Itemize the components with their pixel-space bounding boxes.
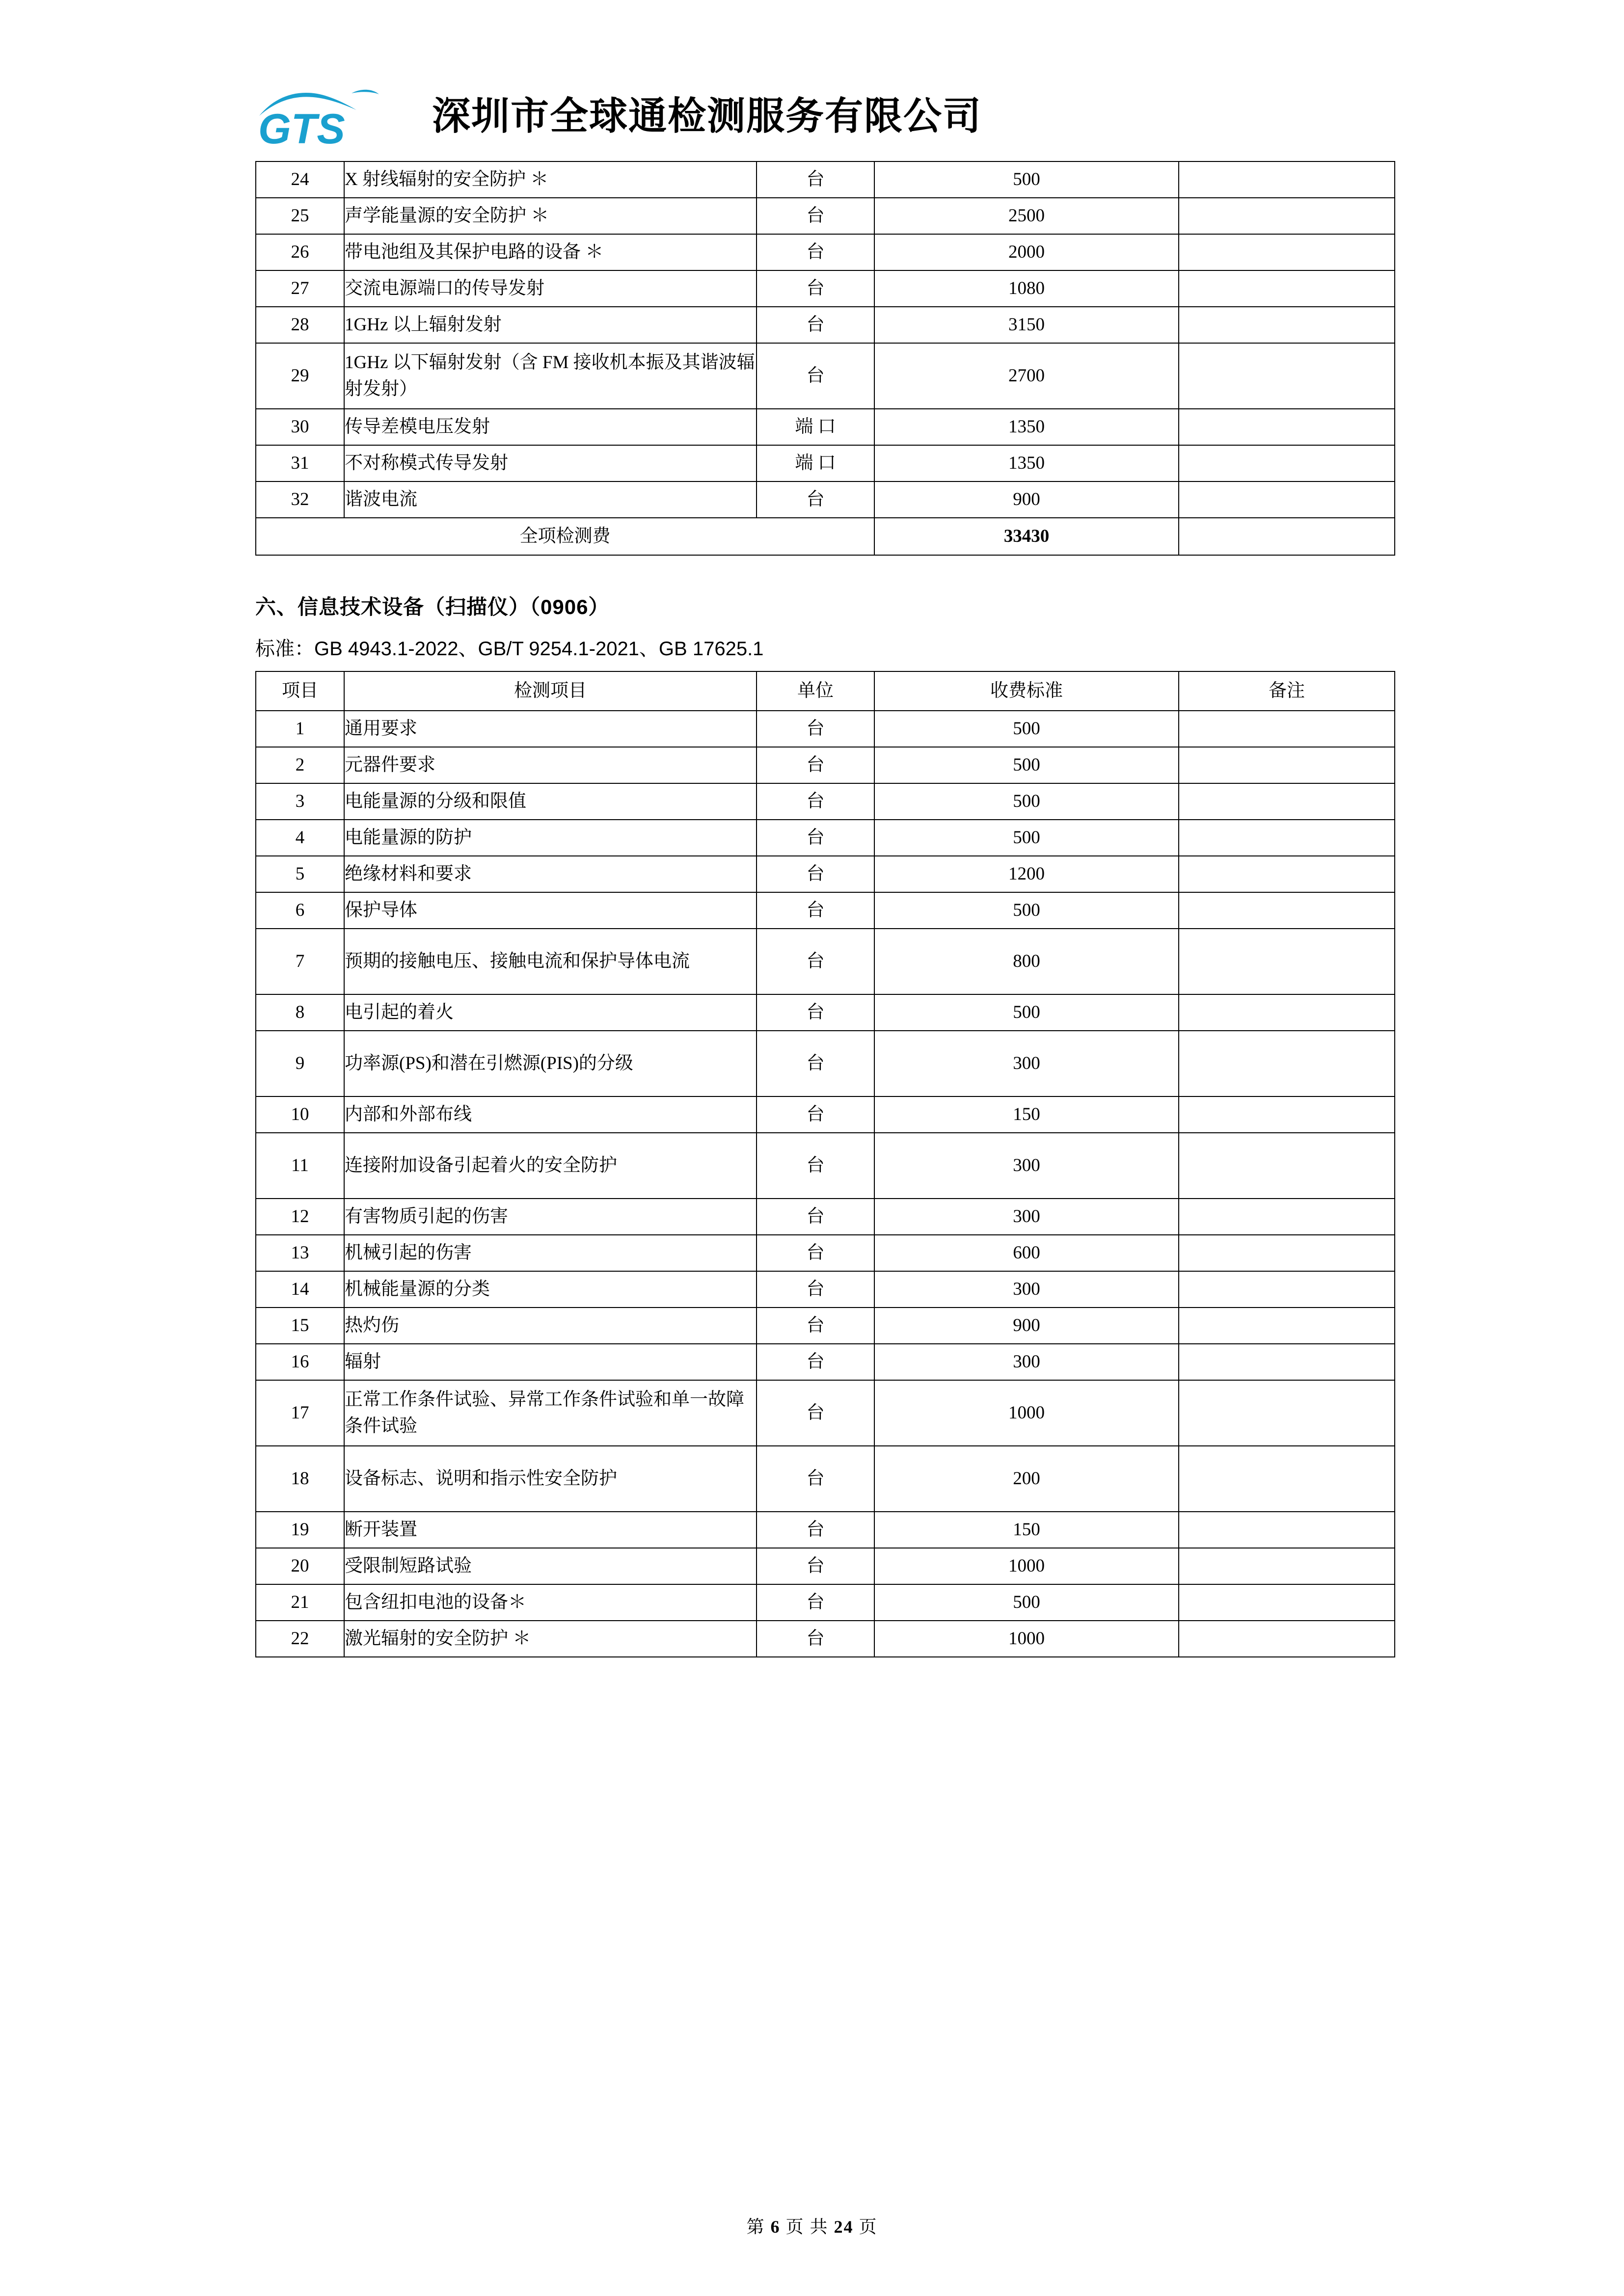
table-row (256, 161, 1395, 198)
cell-no: 6 (256, 892, 344, 929)
table-row (256, 481, 1395, 518)
cell-fee: 500 (874, 711, 1179, 747)
cell-fee: 300 (874, 1133, 1179, 1199)
cell-no: 20 (256, 1548, 344, 1584)
footer-page-number: 6 (770, 2217, 781, 2237)
table-row (256, 409, 1395, 445)
cell-remark (1179, 856, 1395, 892)
cell-unit: 台 (757, 1621, 874, 1657)
cell-fee: 500 (874, 994, 1179, 1031)
cell-no: 5 (256, 856, 344, 892)
cell-no: 21 (256, 1584, 344, 1621)
cell-unit: 台 (757, 343, 874, 409)
cell-remark (1179, 929, 1395, 994)
cell-item: 绝缘材料和要求 (344, 856, 757, 892)
table-row (256, 1446, 1395, 1512)
table-row (256, 994, 1395, 1031)
cell-item: 机械能量源的分类 (344, 1271, 757, 1308)
table-total-row (256, 518, 1395, 555)
cell-remark (1179, 1308, 1395, 1344)
cell-unit: 台 (757, 161, 874, 198)
cell-unit: 台 (757, 481, 874, 518)
cell-no: 19 (256, 1512, 344, 1548)
cell-no: 27 (256, 270, 344, 307)
cell-item: 连接附加设备引起着火的安全防护 (344, 1133, 757, 1199)
cell-unit: 台 (757, 1235, 874, 1271)
cell-no: 1 (256, 711, 344, 747)
cell-remark (1179, 481, 1395, 518)
cell-item: 1GHz 以上辐射发射 (344, 307, 757, 343)
table-row (256, 1380, 1395, 1446)
table-row (256, 1512, 1395, 1548)
cell-fee: 500 (874, 820, 1179, 856)
cell-item: 带电池组及其保护电路的设备 ＊ (344, 234, 757, 270)
table-row (256, 307, 1395, 343)
cell-item: 电能量源的防护 (344, 820, 757, 856)
header-remark: 备注 (1179, 671, 1395, 711)
cell-unit: 台 (757, 1512, 874, 1548)
gts-logo-icon (255, 74, 403, 152)
table-row (256, 343, 1395, 409)
cell-no: 16 (256, 1344, 344, 1380)
cell-unit: 台 (757, 234, 874, 270)
cell-remark (1179, 1096, 1395, 1133)
header-no: 项目 (256, 671, 344, 711)
cell-no: 30 (256, 409, 344, 445)
cell-remark (1179, 1584, 1395, 1621)
cell-no: 18 (256, 1446, 344, 1512)
cell-unit: 台 (757, 1548, 874, 1584)
cell-remark (1179, 1133, 1395, 1199)
cell-item: X 射线辐射的安全防护 ＊ (344, 161, 757, 198)
table-row (256, 1235, 1395, 1271)
table-row (256, 198, 1395, 234)
cell-remark (1179, 198, 1395, 234)
cell-fee: 600 (874, 1235, 1179, 1271)
cell-fee: 500 (874, 161, 1179, 198)
cell-remark (1179, 1344, 1395, 1380)
footer-suffix: 页 (859, 2217, 878, 2237)
cell-unit: 台 (757, 856, 874, 892)
cell-unit: 台 (757, 1380, 874, 1446)
cell-no: 10 (256, 1096, 344, 1133)
cell-remark (1179, 1031, 1395, 1096)
cell-no: 13 (256, 1235, 344, 1271)
cell-unit: 台 (757, 307, 874, 343)
cell-no: 22 (256, 1621, 344, 1657)
cell-no: 29 (256, 343, 344, 409)
table-row (256, 856, 1395, 892)
cell-remark (1179, 1380, 1395, 1446)
cell-fee: 800 (874, 929, 1179, 994)
cell-fee: 2500 (874, 198, 1179, 234)
cell-no: 31 (256, 445, 344, 481)
cell-item: 机械引起的伤害 (344, 1235, 757, 1271)
cell-unit: 端 口 (757, 445, 874, 481)
header-fee: 收费标准 (874, 671, 1179, 711)
footer-prefix: 第 (746, 2217, 765, 2237)
cell-remark (1179, 1621, 1395, 1657)
cell-unit: 台 (757, 711, 874, 747)
cell-no: 3 (256, 783, 344, 820)
cell-fee: 2000 (874, 234, 1179, 270)
cell-fee: 1350 (874, 445, 1179, 481)
cell-remark (1179, 1512, 1395, 1548)
cell-item: 声学能量源的安全防护 ＊ (344, 198, 757, 234)
cell-no: 9 (256, 1031, 344, 1096)
table-main-body (256, 711, 1395, 1657)
cell-item: 断开装置 (344, 1512, 757, 1548)
cell-item: 辐射 (344, 1344, 757, 1380)
cell-item: 交流电源端口的传导发射 (344, 270, 757, 307)
cell-remark (1179, 1446, 1395, 1512)
cell-remark (1179, 747, 1395, 783)
cell-remark (1179, 234, 1395, 270)
total-label: 全项检测费 (256, 518, 874, 555)
cell-unit: 台 (757, 929, 874, 994)
cell-item: 预期的接触电压、接触电流和保护导体电流 (344, 929, 757, 994)
table-row (256, 1199, 1395, 1235)
cell-fee: 300 (874, 1344, 1179, 1380)
cell-remark (1179, 820, 1395, 856)
cell-remark (1179, 307, 1395, 343)
cell-remark (1179, 409, 1395, 445)
table-row (256, 747, 1395, 783)
cell-remark (1179, 270, 1395, 307)
cell-item: 功率源(PS)和潜在引燃源(PIS)的分级 (344, 1031, 757, 1096)
table-header-row (256, 671, 1395, 711)
cell-no: 32 (256, 481, 344, 518)
cell-no: 7 (256, 929, 344, 994)
cell-unit: 台 (757, 1308, 874, 1344)
svg-text:GTS: GTS (258, 106, 345, 152)
table-row (256, 1096, 1395, 1133)
cell-remark (1179, 518, 1395, 555)
cell-unit: 台 (757, 198, 874, 234)
cell-remark (1179, 892, 1395, 929)
cell-item: 电能量源的分级和限值 (344, 783, 757, 820)
cell-remark (1179, 1235, 1395, 1271)
header-item: 检测项目 (344, 671, 757, 711)
cell-fee: 300 (874, 1199, 1179, 1235)
table-row (256, 929, 1395, 994)
cell-remark (1179, 1548, 1395, 1584)
table-row (256, 1548, 1395, 1584)
fee-table-continued (255, 161, 1395, 556)
cell-item: 包含纽扣电池的设备＊ (344, 1584, 757, 1621)
cell-item: 受限制短路试验 (344, 1548, 757, 1584)
cell-fee: 500 (874, 892, 1179, 929)
cell-item: 有害物质引起的伤害 (344, 1199, 757, 1235)
cell-item: 保护导体 (344, 892, 757, 929)
cell-item: 热灼伤 (344, 1308, 757, 1344)
cell-fee: 1000 (874, 1621, 1179, 1657)
cell-unit: 台 (757, 1446, 874, 1512)
cell-unit: 台 (757, 747, 874, 783)
table-row (256, 1621, 1395, 1657)
cell-fee: 300 (874, 1031, 1179, 1096)
cell-fee: 300 (874, 1271, 1179, 1308)
cell-no: 2 (256, 747, 344, 783)
cell-no: 24 (256, 161, 344, 198)
cell-fee: 1080 (874, 270, 1179, 307)
table-row (256, 820, 1395, 856)
cell-no: 17 (256, 1380, 344, 1446)
cell-remark (1179, 1199, 1395, 1235)
table-row (256, 445, 1395, 481)
cell-fee: 500 (874, 747, 1179, 783)
cell-fee: 1000 (874, 1548, 1179, 1584)
cell-unit: 端 口 (757, 409, 874, 445)
cell-remark (1179, 1271, 1395, 1308)
cell-unit: 台 (757, 783, 874, 820)
cell-remark (1179, 994, 1395, 1031)
cell-item: 谐波电流 (344, 481, 757, 518)
table-row (256, 1344, 1395, 1380)
cell-fee: 900 (874, 481, 1179, 518)
section-standard: 标准：GB 4943.1-2022、GB/T 9254.1-2021、GB 17625.1 (255, 638, 764, 660)
footer-middle: 页 共 (785, 2217, 829, 2237)
table-row (256, 892, 1395, 929)
cell-item: 激光辐射的安全防护 ＊ (344, 1621, 757, 1657)
cell-unit: 台 (757, 1096, 874, 1133)
table-row (256, 1308, 1395, 1344)
cell-no: 26 (256, 234, 344, 270)
cell-fee: 150 (874, 1096, 1179, 1133)
cell-unit: 台 (757, 270, 874, 307)
cell-no: 11 (256, 1133, 344, 1199)
cell-no: 25 (256, 198, 344, 234)
cell-fee: 500 (874, 1584, 1179, 1621)
cell-remark (1179, 783, 1395, 820)
cell-unit: 台 (757, 1584, 874, 1621)
cell-unit: 台 (757, 892, 874, 929)
table-row (256, 1133, 1395, 1199)
company-name: 深圳市全球通检测服务有限公司 (432, 95, 982, 137)
page-header (142, 74, 1482, 152)
cell-remark (1179, 161, 1395, 198)
cell-item: 传导差模电压发射 (344, 409, 757, 445)
table-top-body (256, 161, 1395, 555)
cell-fee: 1200 (874, 856, 1179, 892)
cell-no: 14 (256, 1271, 344, 1308)
page-footer (0, 2213, 1624, 2238)
table-row (256, 1584, 1395, 1621)
fee-table-main (255, 671, 1395, 1657)
cell-no: 4 (256, 820, 344, 856)
table-main-head (256, 671, 1395, 711)
cell-unit: 台 (757, 820, 874, 856)
table-row (256, 270, 1395, 307)
cell-remark (1179, 445, 1395, 481)
table-row (256, 711, 1395, 747)
cell-item: 1GHz 以下辐射发射（含 FM 接收机本振及其谐波辐射发射） (344, 343, 757, 409)
table-row (256, 1271, 1395, 1308)
cell-no: 12 (256, 1199, 344, 1235)
total-fee: 33430 (874, 518, 1179, 555)
cell-item: 元器件要求 (344, 747, 757, 783)
cell-unit: 台 (757, 1271, 874, 1308)
section-title: 六、信息技术设备（扫描仪）（0906） (255, 595, 610, 618)
cell-fee: 1350 (874, 409, 1179, 445)
table-row (256, 1031, 1395, 1096)
cell-no: 15 (256, 1308, 344, 1344)
cell-fee: 900 (874, 1308, 1179, 1344)
cell-fee: 1000 (874, 1380, 1179, 1446)
cell-item: 不对称模式传导发射 (344, 445, 757, 481)
cell-remark (1179, 343, 1395, 409)
cell-no: 8 (256, 994, 344, 1031)
cell-unit: 台 (757, 1133, 874, 1199)
header-unit: 单位 (757, 671, 874, 711)
cell-fee: 150 (874, 1512, 1179, 1548)
cell-remark (1179, 711, 1395, 747)
cell-fee: 3150 (874, 307, 1179, 343)
cell-unit: 台 (757, 1031, 874, 1096)
table-row (256, 783, 1395, 820)
cell-fee: 2700 (874, 343, 1179, 409)
cell-unit: 台 (757, 994, 874, 1031)
cell-unit: 台 (757, 1344, 874, 1380)
cell-item: 电引起的着火 (344, 994, 757, 1031)
footer-total-pages: 24 (834, 2217, 854, 2237)
cell-item: 通用要求 (344, 711, 757, 747)
cell-fee: 500 (874, 783, 1179, 820)
cell-unit: 台 (757, 1199, 874, 1235)
table-row (256, 234, 1395, 270)
cell-no: 28 (256, 307, 344, 343)
cell-item: 正常工作条件试验、异常工作条件试验和单一故障条件试验 (344, 1380, 757, 1446)
cell-item: 设备标志、说明和指示性安全防护 (344, 1446, 757, 1512)
cell-item: 内部和外部布线 (344, 1096, 757, 1133)
cell-fee: 200 (874, 1446, 1179, 1512)
